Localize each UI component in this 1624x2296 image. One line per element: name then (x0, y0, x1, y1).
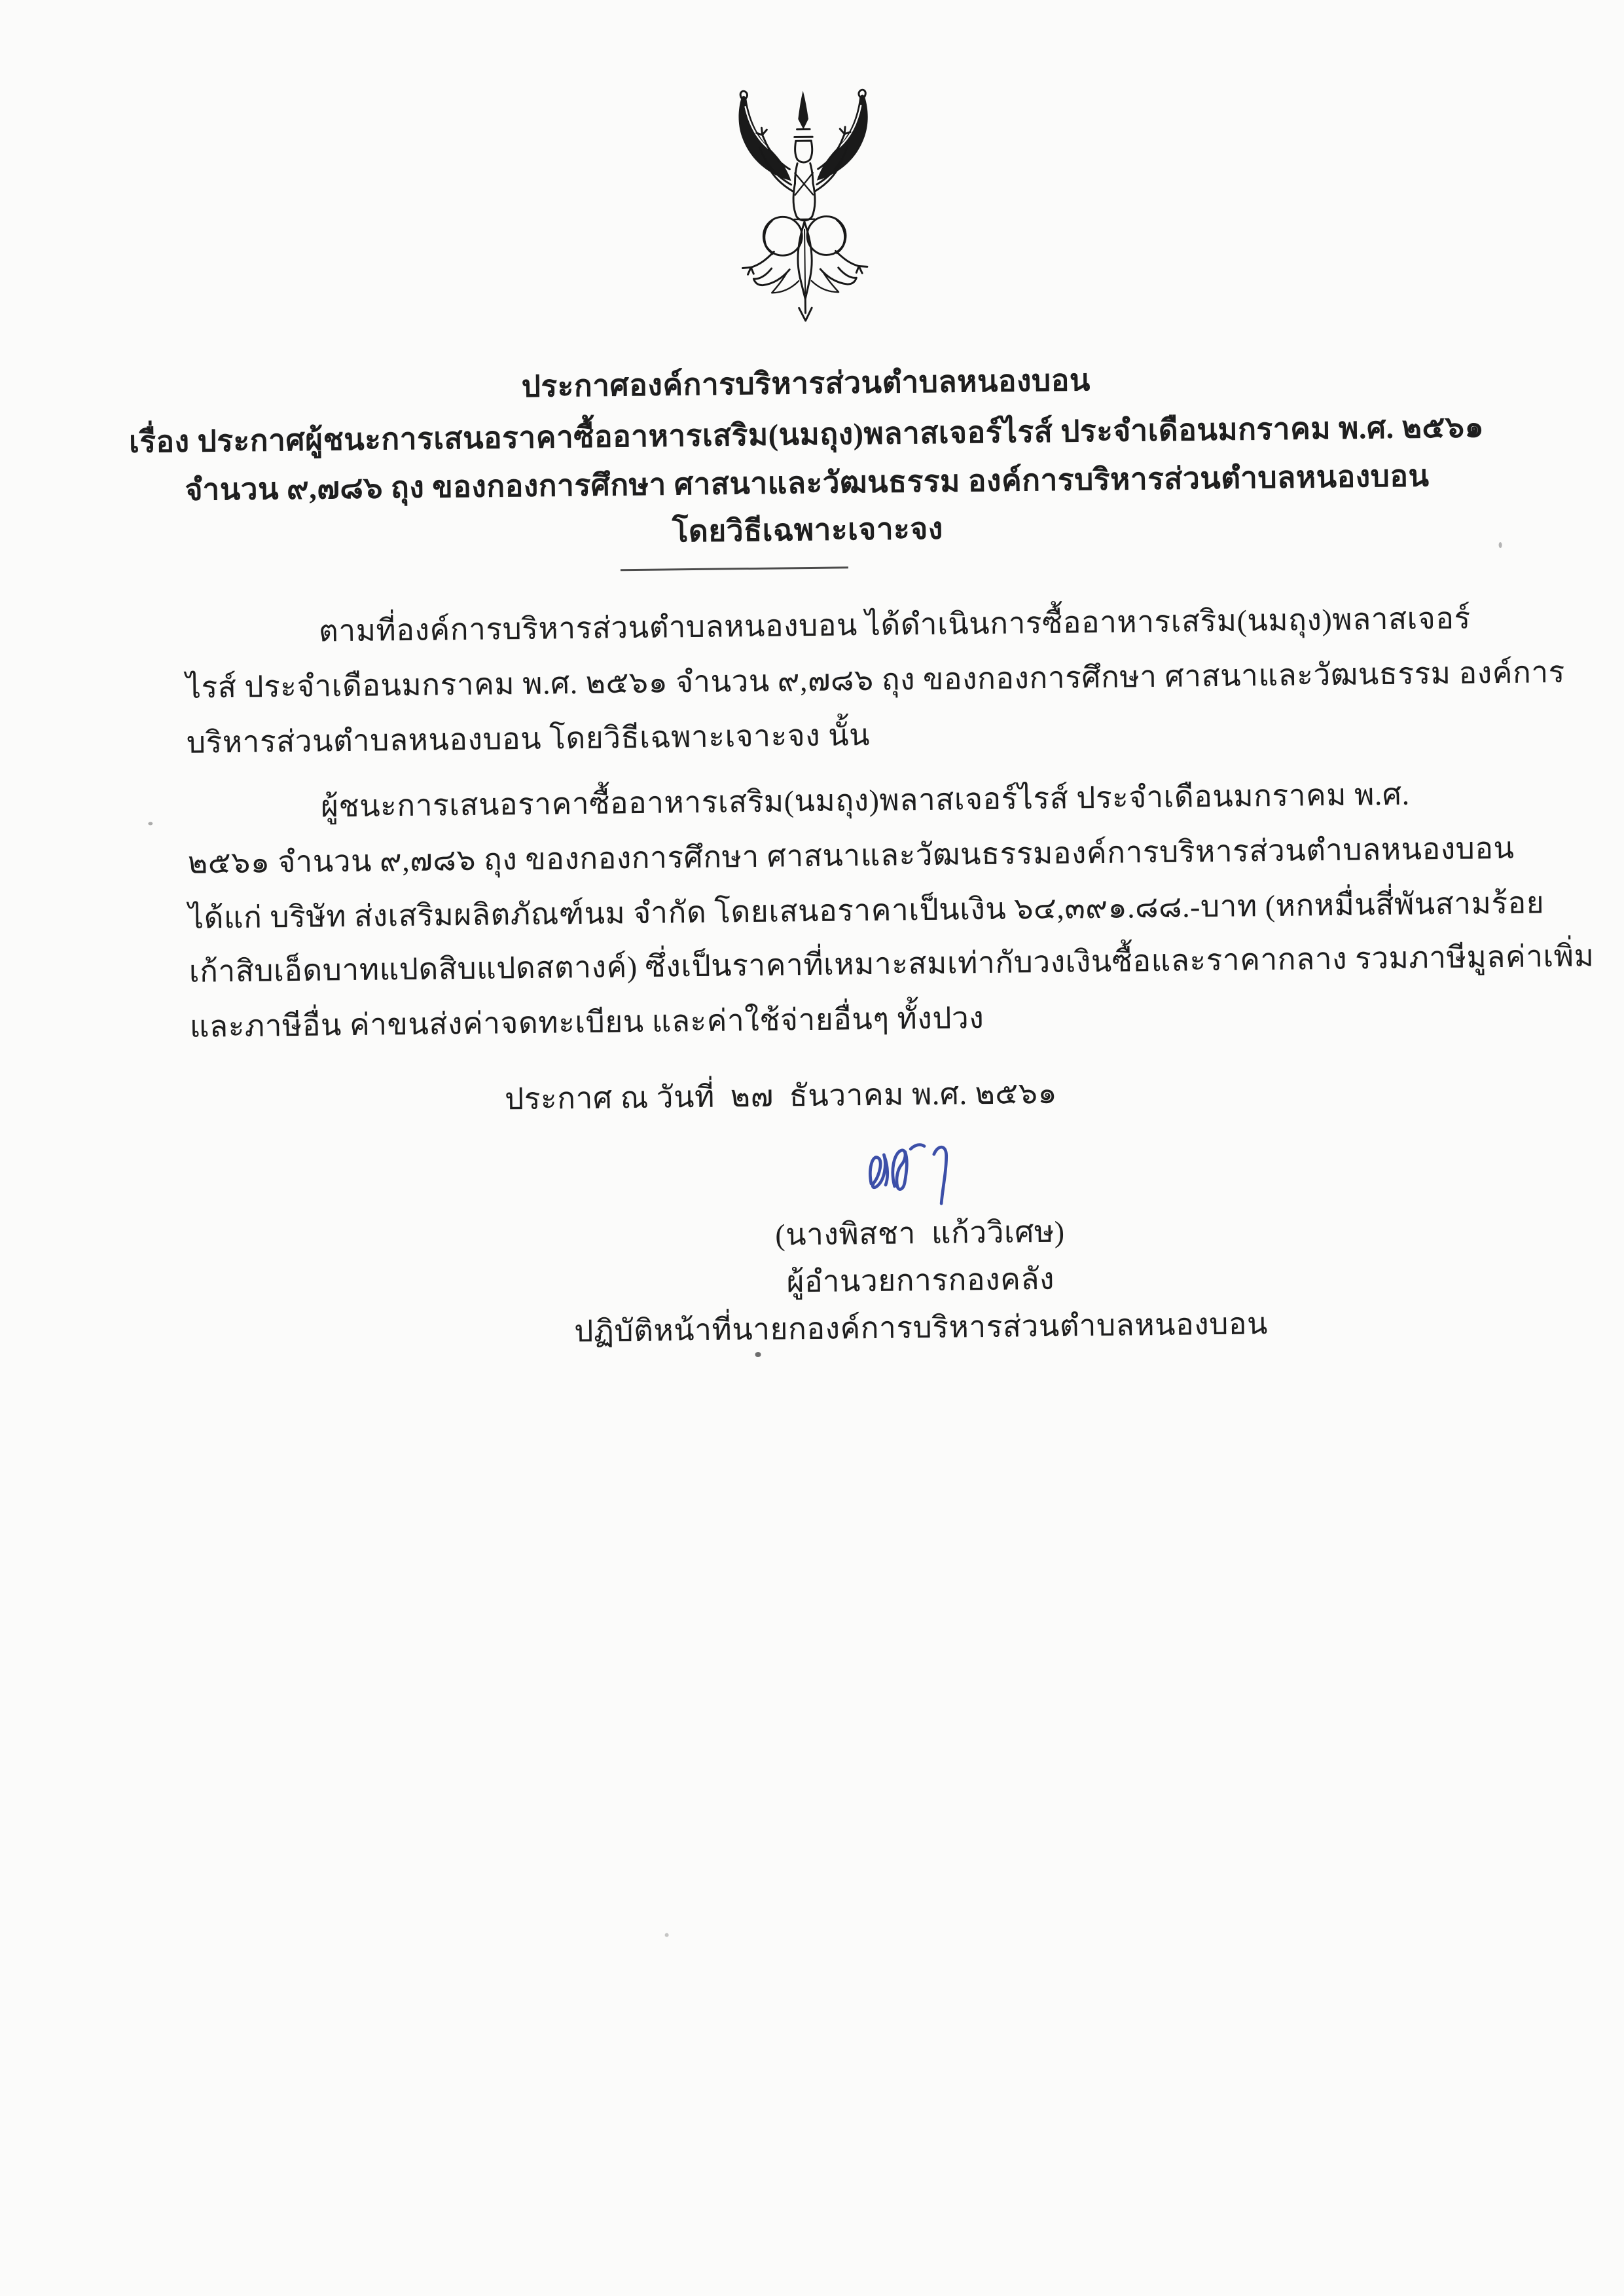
title-line-3: จำนวน ๙,๗๘๖ ถุง ของกองการศึกษา ศาสนาและวัฒนธรรม องค์การบริหารส่วนตำบลหนองบอน (185, 459, 1430, 507)
paragraph2-line: ได้แก่ บริษัท ส่งเสริมผลิตภัณฑ์นม จำกัด โดยเสนอราคาเป็นเงิน ๖๔,๓๙๑.๘๘.-บาท (หกหมื่นสี่พันสามร้อย (188, 886, 1545, 935)
paragraph2-line: ๒๕๖๑ จำนวน ๙,๗๘๖ ถุง ของกองการศึกษา ศาสนาและวัฒนธรรมองค์การบริหารส่วนตำบลหนองบอน (187, 831, 1515, 880)
title-line-4: โดยวิธีเฉพาะเจาะจง (672, 511, 944, 549)
handwritten-signature (865, 1137, 983, 1211)
signer-name: (นางพิสชา แก้ววิเศษ) (775, 1214, 1065, 1252)
scan-speck (755, 1352, 761, 1357)
signer-position-1: ผู้อำนวยการกองคลัง (786, 1262, 1055, 1299)
signature-block (461, 1205, 1379, 1357)
announcement-date-line: ประกาศ ณ วันที่ ๒๗ ธันวาคม พ.ศ. ๒๕๖๑ (504, 1076, 1058, 1116)
scan-speck (1499, 542, 1502, 548)
paragraph1-line: ตามที่องค์การบริหารส่วนตำบลหนองบอน ได้ดำเนินการซื้ออาหารเสริม(นมถุง)พลาสเจอร์ (318, 601, 1471, 648)
paragraph2-line: และภาษีอื่น ค่าขนส่งค่าจดทะเบียน และค่าใช้จ่ายอื่นๆ ทั้งปวง (189, 1001, 984, 1044)
scan-speck (148, 822, 153, 825)
paragraph2-line: ผู้ชนะการเสนอราคาซื้ออาหารเสริม(นมถุง)พลาสเจอร์ไรส์ ประจำเดือนมกราคม พ.ศ. (320, 777, 1410, 824)
title-line-2: เรื่อง ประกาศผู้ชนะการเสนอราคาซื้ออาหารเสริม(นมถุง)พลาสเจอร์ไรส์ ประจำเดือนมกราคม พ.ศ. ๒๕๖๑ (128, 410, 1485, 459)
paragraph2-line: เก้าสิบเอ็ดบาทแปดสิบแปดสตางค์) ซึ่งเป็นราคาที่เหมาะสมเท่ากับวงเงินซื้อและราคากลาง รวมภาษีมูลค่าเพิ่ม (189, 939, 1595, 989)
heading-divider-line (621, 566, 848, 571)
title-line-1: ประกาศองค์การบริหารส่วนตำบลหนองบอน (521, 363, 1091, 403)
paragraph1-line: ไรส์ ประจำเดือนมกราคม พ.ศ. ๒๕๖๑ จำนวน ๙,๗๘๖ ถุง ของกองการศึกษา ศาสนาและวัฒนธรรม องค์การ (185, 655, 1566, 704)
garuda-emblem-icon (700, 82, 909, 342)
paragraph1-line: บริหารส่วนตำบลหนองบอน โดยวิธีเฉพาะเจาะจง นั้น (186, 718, 871, 759)
signer-position-2: ปฏิบัติหน้าที่นายกองค์การบริหารส่วนตำบลหนองบอน (573, 1307, 1269, 1349)
scan-speck (665, 1933, 669, 1937)
